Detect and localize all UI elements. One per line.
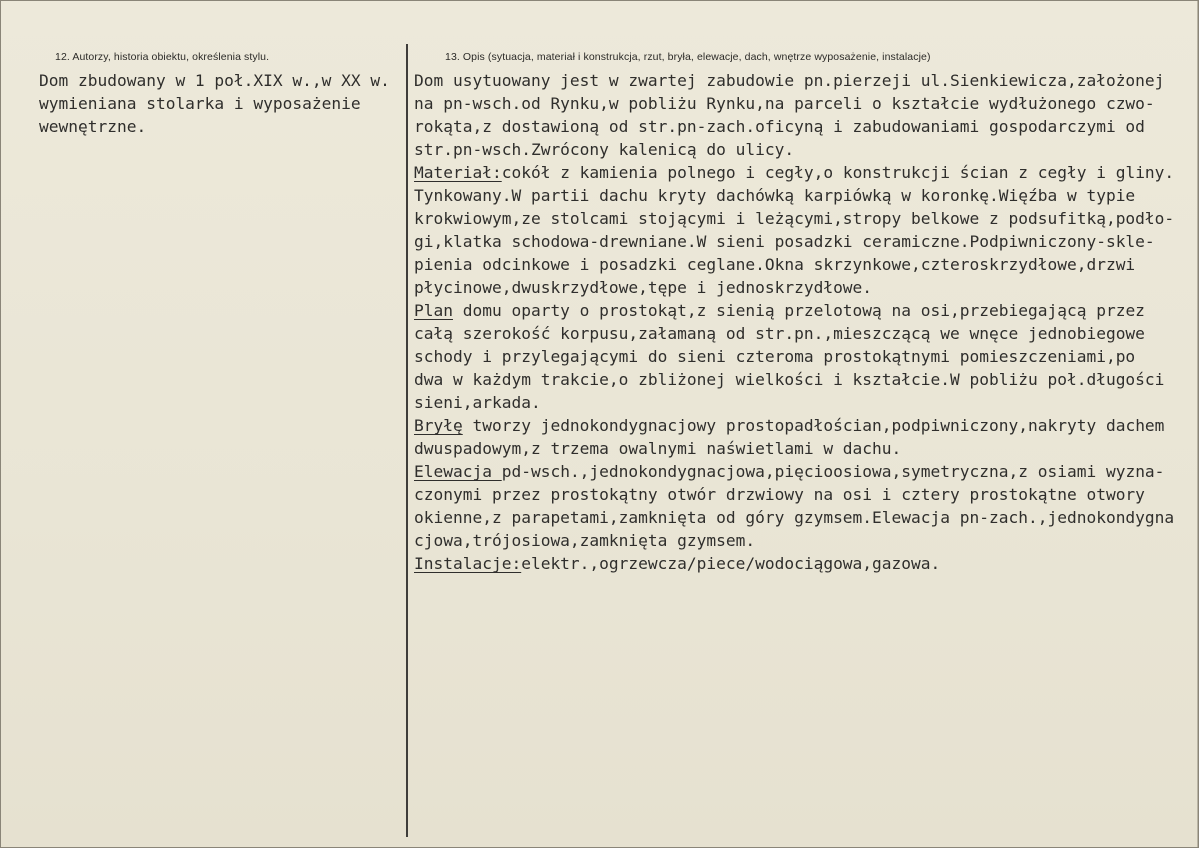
description-line-text: schody i przylegającymi do sieni czteroma prostokątnymi pomieszczeniami,po [414, 347, 1136, 366]
description-line-text: rokąta,z dostawioną od str.pn-zach.oficyną i zabudowaniami gospodarczymi od [414, 117, 1145, 136]
description-line [414, 483, 1174, 506]
section-13-header: 13. Opis (sytuacja, materiał i konstrukcja, rzut, bryła, elewacje, dach, wnętrze wyposażenie, instalacje) [445, 51, 931, 63]
description-line-text: okienne,z parapetami,zamknięta od góry gzymsem.Elewacja pn-zach.,jednokondygna [414, 508, 1175, 527]
description-line-text: na pn-wsch.od Rynku,w pobliżu Rynku,na parceli o kształcie wydłużonego czwo- [414, 94, 1155, 113]
description-line [414, 253, 1174, 276]
column-divider [406, 44, 408, 837]
description-line [414, 207, 1174, 230]
description-line [414, 506, 1174, 529]
description-line-text: gi,klatka schodowa-drewniane.W sieni posadzki ceramiczne.Podpiwniczony-skle- [414, 232, 1155, 251]
description-line-text: krokwiowym,ze stolcami stojącymi i leżącymi,stropy belkowe z podsufitką,podło- [414, 209, 1175, 228]
description-line-text: pienia odcinkowe i posadzki ceglane.Okna skrzynkowe,czteroskrzydłowe,drzwi [414, 255, 1136, 274]
description-line [414, 552, 1174, 575]
page-edge [1197, 1, 1198, 847]
description-line [414, 391, 1174, 414]
section-lead-word: Materiał: [414, 163, 502, 182]
description-line [414, 184, 1174, 207]
section-lead-word: Bryłę [414, 416, 463, 435]
description-line [414, 115, 1174, 138]
description-line-text: dwa w każdym trakcie,o zbliżonej wielkości i kształcie.W pobliżu poł.długości [414, 370, 1165, 389]
description-line-text: str.pn-wsch.Zwrócony kalenicą do ulicy. [414, 140, 795, 159]
description-line [414, 322, 1174, 345]
description-line [414, 230, 1174, 253]
description-line-text: cokół z kamienia polnego i cegły,o konstrukcji ścian z cegły i gliny. [501, 163, 1175, 182]
description-line [414, 414, 1174, 437]
description-line-text: płycinowe,dwuskrzydłowe,tępe i jednoskrzydłowe. [414, 278, 873, 297]
description-line-text: dwuspadowym,z trzema owalnymi naświetlami w dachu. [414, 439, 902, 458]
description-line-text: pd-wsch.,jednokondygnacjowa,pięcioosiowa,symetryczna,z osiami wyzna- [501, 462, 1165, 481]
history-text [39, 69, 390, 138]
description-text [414, 69, 1174, 575]
description-line-text: Dom usytuowany jest w zwartej zabudowie pn.pierzeji ul.Sienkiewicza,założonej [414, 71, 1165, 90]
description-line-text: elektr.,ogrzewcza/piece/wodociągowa,gazowa. [521, 554, 941, 573]
history-line: Dom zbudowany w 1 poł.XIX w.,w XX w. [39, 71, 390, 90]
section-lead-word: Plan [414, 301, 453, 320]
description-line [414, 276, 1174, 299]
description-line-text: tworzy jednokondygnacjowy prostopadłościan,podpiwniczony,nakryty dachem [462, 416, 1165, 435]
section-lead-word: Instalacje: [414, 554, 522, 573]
description-line [414, 368, 1174, 391]
description-line [414, 69, 1174, 92]
description-line-text: czonymi przez prostokątny otwór drzwiowy na osi i cztery prostokątne otwory [414, 485, 1145, 504]
section-12-header: 12. Autorzy, historia obiektu, określenia stylu. [55, 51, 270, 63]
description-line [414, 460, 1174, 483]
description-line-text: całą szerokość korpusu,załamaną od str.pn.,mieszczącą we wnęce jednobiegowe [414, 324, 1145, 343]
section-lead-word: Elewacja [414, 462, 502, 481]
description-line [414, 529, 1174, 552]
history-line: wymieniana stolarka i wyposażenie [39, 94, 361, 113]
description-line-text: Tynkowany.W partii dachu kryty dachówką karpiówką w koronkę.Więźba w typie [414, 186, 1136, 205]
description-line [414, 92, 1174, 115]
description-line [414, 299, 1174, 322]
description-line [414, 437, 1174, 460]
description-line-text: sieni,arkada. [414, 393, 541, 412]
history-line: wewnętrzne. [39, 117, 147, 136]
description-line-text: cjowa,trójosiowa,zamknięta gzymsem. [414, 531, 756, 550]
description-line-text: domu oparty o prostokąt,z sienią przelotową na osi,przebiegającą przez [452, 301, 1145, 320]
description-line [414, 345, 1174, 368]
description-line [414, 161, 1174, 184]
description-line [414, 138, 1174, 161]
